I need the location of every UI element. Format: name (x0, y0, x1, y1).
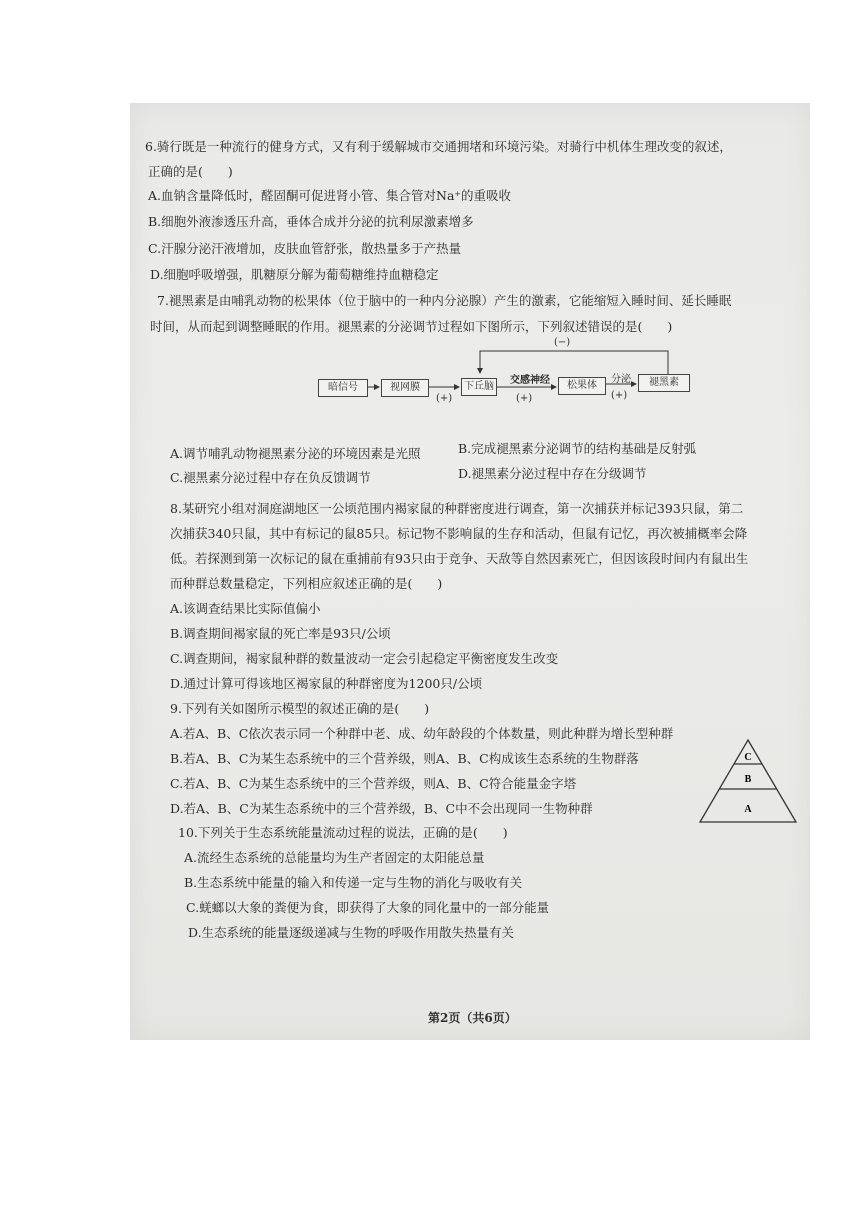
q9-option-a: A.若A、B、C依次表示同一个种群中老、成、幼年龄段的个体数量，则此种群为增长型种群 (170, 726, 674, 741)
q8-stem-line3: 低。若探测到第一次标记的鼠在重捕前有93只由于竞争、天敌等自然因素死亡，但因该段时间内有鼠出生 (170, 551, 749, 566)
q7-option-d: D.褪黑素分泌过程中存在分级调节 (458, 466, 647, 481)
q7-option-b: B.完成褪黑素分泌调节的结构基础是反射弧 (458, 441, 697, 456)
q10-option-b: B.生态系统中能量的输入和传递一定与生物的消化与吸收有关 (184, 875, 523, 890)
label-sympathetic-nerve: 交感神经 (510, 375, 550, 386)
q8-option-c: C.调查期间，褐家鼠种群的数量波动一定会引起稳定平衡密度发生改变 (170, 651, 559, 666)
exam-page (130, 103, 810, 1040)
q7-stem-line1: 7.褪黑素是由哺乳动物的松果体（位于脑中的一种内分泌腺）产生的激素，它能缩短入睡时间、延长睡眠 (157, 293, 732, 308)
q9-option-c: C.若A、B、C为某生态系统中的三个营养级，则A、B、C符合能量金字塔 (170, 776, 577, 791)
box-melatonin: 褪黑素 (638, 374, 690, 392)
q6-stem-line2: 正确的是( ) (148, 164, 233, 179)
box-pineal: 松果体 (558, 377, 606, 395)
trophic-pyramid (698, 738, 798, 824)
q10-option-d: D.生态系统的能量逐级递减与生物的呼吸作用散失热量有关 (188, 925, 515, 940)
q6-option-c: C.汗腺分泌汗液增加，皮肤血管舒张，散热量多于产热量 (148, 241, 462, 256)
pyramid-label-b: B (744, 774, 752, 785)
box-hypothalamus: 下丘脑 (461, 378, 497, 396)
flow-arrows (318, 335, 698, 405)
q9-option-b: B.若A、B、C为某生态系统中的三个营养级，则A、B、C构成该生态系统的生物群落 (170, 751, 639, 766)
q6-option-a: A.血钠含量降低时，醛固酮可促进肾小管、集合管对Na⁺的重吸收 (148, 188, 511, 203)
q7-stem-line2: 时间，从而起到调整睡眠的作用。褪黑素的分泌调节过程如下图所示，下列叙述错误的是( ) (150, 319, 673, 334)
label-plus-2: (+) (516, 393, 533, 404)
q8-stem-line2: 次捕获340只鼠，其中有标记的鼠85只。标记物不影响鼠的生存和活动，但鼠有记忆，再次被捕概率会降 (170, 526, 748, 541)
pyramid-label-c: C (744, 752, 752, 763)
q7-option-c: C.褪黑素分泌过程中存在负反馈调节 (170, 470, 371, 485)
q8-option-d: D.通过计算可得该地区褐家鼠的种群密度为1200只/公顷 (170, 676, 483, 691)
label-secrete: 分泌 (611, 374, 631, 385)
q6-option-b: B.细胞外液渗透压升高，垂体合成并分泌的抗利尿激素增多 (148, 214, 474, 229)
q8-stem-line4: 而种群总数量稳定，下列相应叙述正确的是( ) (170, 576, 443, 591)
q10-stem: 10.下列关于生态系统能量流动过程的说法，正确的是( ) (178, 825, 508, 840)
q8-option-b: B.调查期间褐家鼠的死亡率是93只/公顷 (170, 626, 391, 641)
q7-option-a: A.调节哺乳动物褪黑素分泌的环境因素是光照 (170, 446, 421, 461)
q8-option-a: A.该调查结果比实际值偏小 (170, 601, 321, 616)
label-plus-1: (+) (436, 393, 453, 404)
label-plus-3: (+) (611, 390, 628, 401)
q6-option-d: D.细胞呼吸增强，肌糖原分解为葡萄糖维持血糖稳定 (150, 267, 439, 282)
page-number: 第2页（共6页） (428, 1011, 517, 1025)
q8-stem-line1: 8.某研究小组对洞庭湖地区一公顷范围内褐家鼠的种群密度进行调查，第一次捕获并标记393只鼠，第二 (170, 501, 744, 516)
q6-stem-line1: 6.骑行既是一种流行的健身方式，又有利于缓解城市交通拥堵和环境污染。对骑行中机体生理改变的叙述， (145, 139, 732, 154)
q10-option-a: A.流经生态系统的总能量均为生产者固定的太阳能总量 (184, 850, 485, 865)
box-dark-signal: 暗信号 (318, 379, 368, 397)
box-retina: 视网膜 (381, 379, 429, 397)
flow-diagram (318, 335, 698, 405)
pyramid-label-a: A (744, 804, 752, 815)
q9-stem: 9.下列有关如图所示模型的叙述正确的是( ) (170, 701, 430, 716)
q10-option-c: C.蜣螂以大象的粪便为食，即获得了大象的同化量中的一部分能量 (186, 900, 550, 915)
label-minus: (−) (554, 337, 571, 348)
q9-option-d: D.若A、B、C为某生态系统中的三个营养级，B、C中不会出现同一生物种群 (170, 801, 593, 816)
